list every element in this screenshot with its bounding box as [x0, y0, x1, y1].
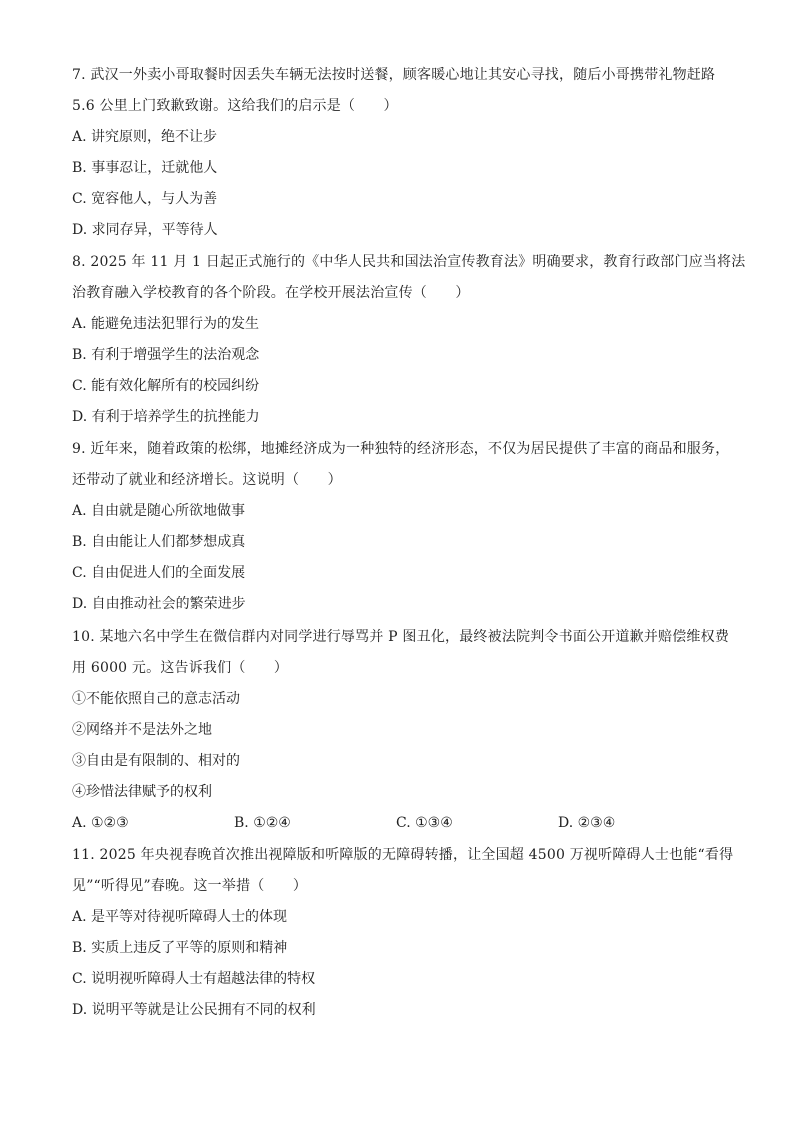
- option-c: C. 自由促进人们的全面发展: [72, 565, 246, 581]
- option-b: B. 自由能让人们都梦想成真: [72, 534, 246, 550]
- question-stem-line: 见”“听得见”春晚。这一举措（ ）: [72, 878, 308, 894]
- question-stem-line: 9. 近年来，随着政策的松绑，地摊经济成为一种独特的经济形态，不仅为居民提供了丰富的商品和服务，: [72, 441, 730, 457]
- option-d: D. 说明平等就是让公民拥有不同的权利: [72, 1002, 316, 1018]
- option-a: A. 讲究原则，绝不让步: [72, 129, 218, 145]
- option-a: A. 能避免违法犯罪行为的发生: [72, 316, 260, 332]
- question-stem-line: 用 6000 元。这告诉我们（ ）: [72, 660, 289, 676]
- statement-3: ③自由是有限制的、相对的: [72, 753, 240, 769]
- choice-c: C. ①③④: [396, 815, 453, 831]
- statement-2: ②网络并不是法外之地: [72, 722, 212, 738]
- statement-4: ④珍惜法律赋予的权利: [72, 784, 212, 800]
- choice-d: D. ②③④: [558, 815, 616, 831]
- question-10: [72, 622, 730, 839]
- option-d: D. 求同存异，平等待人: [72, 222, 218, 238]
- question-stem-line: 7. 武汉一外卖小哥取餐时因丢失车辆无法按时送餐，顾客暖心地让其安心寻找，随后小哥携带礼物赶路: [72, 67, 716, 83]
- option-b: B. 实质上违反了平等的原则和精神: [72, 940, 288, 956]
- question-stem-line: 治教育融入学校教育的各个阶段。在学校开展法治宣传（ ）: [72, 285, 470, 301]
- option-c: C. 能有效化解所有的校园纠纷: [72, 378, 260, 394]
- option-c: C. 说明视听障碍人士有超越法律的特权: [72, 971, 316, 987]
- option-d: D. 有利于培养学生的抗挫能力: [72, 409, 260, 425]
- question-stem-line: 5.6 公里上门致歉致谢。这给我们的启示是（ ）: [72, 98, 398, 114]
- option-c: C. 宽容他人，与人为善: [72, 191, 218, 207]
- choice-a: A. ①②③: [72, 815, 129, 831]
- choice-row: [72, 808, 722, 839]
- option-b: B. 有利于增强学生的法治观念: [72, 347, 260, 363]
- option-a: A. 是平等对待视听障碍人士的体现: [72, 909, 288, 925]
- question-7: [72, 60, 722, 246]
- question-9: [72, 434, 730, 620]
- option-d: D. 自由推动社会的繁荣进步: [72, 596, 246, 612]
- question-stem-line: 8. 2025 年 11 月 1 日起正式施行的《中华人民共和国法治宣传教育法》明确要求，教育行政部门应当将法: [72, 254, 746, 270]
- question-11: [72, 840, 734, 1026]
- option-b: B. 事事忍让，迁就他人: [72, 160, 218, 176]
- question-stem-line: 10. 某地六名中学生在微信群内对同学进行辱骂并 P 图丑化，最终被法院判令书面公开道歉并赔偿维权费: [72, 629, 730, 645]
- question-stem-line: 还带动了就业和经济增长。这说明（ ）: [72, 472, 342, 488]
- question-8: [72, 247, 746, 433]
- question-stem-line: 11. 2025 年央视春晚首次推出视障版和听障版的无障碍转播，让全国超 4500 万视听障碍人士也能“看得: [72, 847, 734, 863]
- statement-1: ①不能依照自己的意志活动: [72, 691, 240, 707]
- option-a: A. 自由就是随心所欲地做事: [72, 503, 246, 519]
- choice-b: B. ①②④: [234, 815, 291, 831]
